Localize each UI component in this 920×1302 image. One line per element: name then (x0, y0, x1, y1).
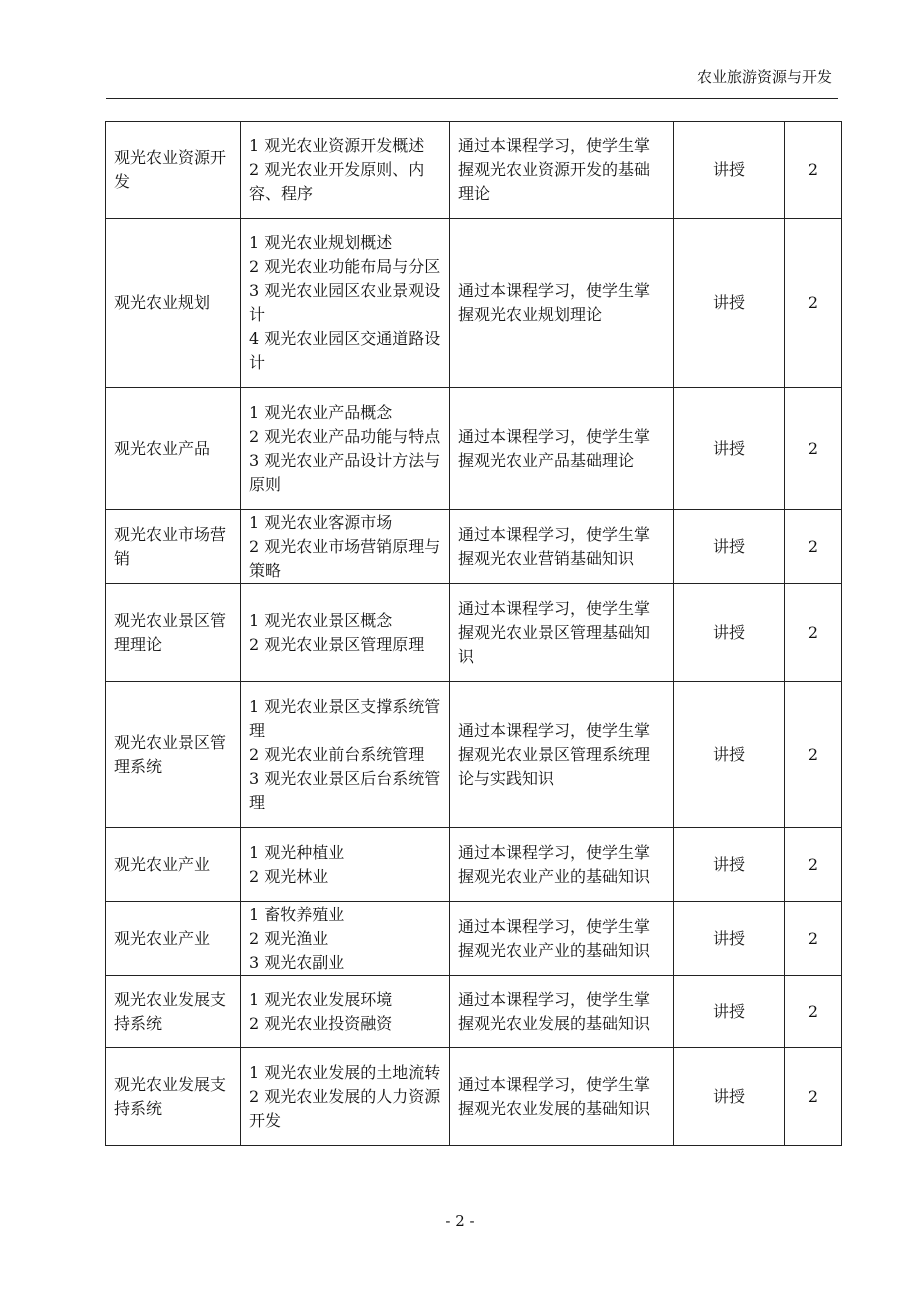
content-item: 2 观光农业市场营销原理与策略 (249, 536, 441, 580)
table-row (106, 902, 842, 976)
content-item: 1 观光农业规划概述 (249, 233, 393, 252)
content-item: 2 观光农业发展的人力资源开发 (249, 1086, 441, 1130)
table-row (106, 976, 842, 1048)
content-item: 2 观光农业景区管理原理 (249, 634, 425, 654)
topic-cell: 观光农业景区管理系统 (106, 682, 241, 828)
goal-cell: 通过本课程学习，使学生掌握观光农业规划理论 (450, 219, 674, 388)
hours-cell: 2 (785, 584, 842, 682)
header-rule (106, 98, 838, 99)
content-item: 3 观光农业景区后台系统管理 (249, 768, 441, 812)
method-cell: 讲授 (674, 1048, 785, 1146)
running-header-title: 农业旅游资源与开发 (696, 68, 832, 86)
goal-cell: 通过本课程学习，使学生掌握观光农业景区管理系统理论与实践知识 (450, 682, 674, 828)
table-row (106, 584, 842, 682)
method-cell: 讲授 (674, 122, 785, 219)
content-item: 1 观光种植业 (249, 842, 345, 862)
content-cell (241, 1048, 450, 1146)
content-item: 2 观光农业产品功能与特点 (249, 426, 441, 446)
method-cell: 讲授 (674, 976, 785, 1048)
content-cell (241, 122, 450, 219)
content-cell (241, 976, 450, 1048)
content-item: 4 观光农业园区交通道路设计 (249, 329, 441, 372)
hours-cell: 2 (785, 682, 842, 828)
page-number: - 2 - (445, 1212, 475, 1230)
topic-cell: 观光农业发展支持系统 (106, 976, 241, 1048)
topic-cell: 观光农业产业 (106, 828, 241, 902)
method-cell: 讲授 (674, 584, 785, 682)
content-item: 1 观光农业资源开发概述 (249, 136, 425, 155)
content-item: 1 观光农业客源市场 (249, 512, 393, 532)
goal-cell: 通过本课程学习，使学生掌握观光农业发展的基础知识 (450, 976, 674, 1048)
goal-cell: 通过本课程学习，使学生掌握观光农业资源开发的基础理论 (450, 122, 674, 219)
content-item: 2 观光农业功能布局与分区 (249, 257, 441, 276)
method-cell: 讲授 (674, 219, 785, 388)
topic-cell: 观光农业产业 (106, 902, 241, 976)
content-item: 1 观光农业景区支撑系统管理 (249, 696, 441, 740)
content-item: 3 观光农业园区农业景观设计 (249, 281, 441, 324)
content-cell (241, 510, 450, 584)
topic-cell: 观光农业规划 (106, 219, 241, 388)
content-cell (241, 902, 450, 976)
table-row (106, 510, 842, 584)
hours-cell: 2 (785, 122, 842, 219)
content-item: 2 观光林业 (249, 866, 329, 886)
goal-cell: 通过本课程学习，使学生掌握观光农业营销基础知识 (450, 510, 674, 584)
goal-cell: 通过本课程学习，使学生掌握观光农业产业的基础知识 (450, 828, 674, 902)
method-cell: 讲授 (674, 902, 785, 976)
hours-cell: 2 (785, 388, 842, 510)
content-item: 1 畜牧养殖业 (249, 904, 345, 924)
table-row (106, 122, 842, 219)
method-cell: 讲授 (674, 510, 785, 584)
hours-cell: 2 (785, 1048, 842, 1146)
course-schedule-table (105, 121, 842, 1146)
content-item: 3 观光农业产品设计方法与原则 (249, 450, 441, 494)
topic-cell: 观光农业资源开发 (106, 122, 241, 219)
hours-cell: 2 (785, 902, 842, 976)
hours-cell: 2 (785, 976, 842, 1048)
content-cell (241, 388, 450, 510)
hours-cell: 2 (785, 828, 842, 902)
table-body (106, 122, 842, 1146)
topic-cell: 观光农业景区管理理论 (106, 584, 241, 682)
table-row (106, 1048, 842, 1146)
table-row (106, 219, 842, 388)
content-item: 2 观光农业投资融资 (249, 1013, 393, 1033)
goal-cell: 通过本课程学习，使学生掌握观光农业产业的基础知识 (450, 902, 674, 976)
goal-cell: 通过本课程学习，使学生掌握观光农业发展的基础知识 (450, 1048, 674, 1146)
table-row (106, 828, 842, 902)
method-cell: 讲授 (674, 682, 785, 828)
content-item: 1 观光农业发展的土地流转 (249, 1062, 441, 1082)
content-item: 2 观光渔业 (249, 928, 329, 948)
content-cell (241, 682, 450, 828)
goal-cell: 通过本课程学习，使学生掌握观光农业景区管理基础知识 (450, 584, 674, 682)
content-item: 3 观光农副业 (249, 952, 345, 972)
method-cell: 讲授 (674, 828, 785, 902)
content-cell (241, 584, 450, 682)
content-item: 1 观光农业产品概念 (249, 402, 393, 422)
topic-cell: 观光农业发展支持系统 (106, 1048, 241, 1146)
content-item: 2 观光农业开发原则、内容、程序 (249, 160, 425, 203)
content-item: 1 观光农业发展环境 (249, 989, 393, 1009)
topic-cell: 观光农业产品 (106, 388, 241, 510)
content-cell (241, 828, 450, 902)
content-item: 1 观光农业景区概念 (249, 610, 393, 630)
hours-cell: 2 (785, 219, 842, 388)
goal-cell: 通过本课程学习，使学生掌握观光农业产品基础理论 (450, 388, 674, 510)
content-cell (241, 219, 450, 388)
method-cell: 讲授 (674, 388, 785, 510)
content-item: 2 观光农业前台系统管理 (249, 744, 425, 764)
table-row (106, 682, 842, 828)
topic-cell: 观光农业市场营销 (106, 510, 241, 584)
table-row (106, 388, 842, 510)
hours-cell: 2 (785, 510, 842, 584)
